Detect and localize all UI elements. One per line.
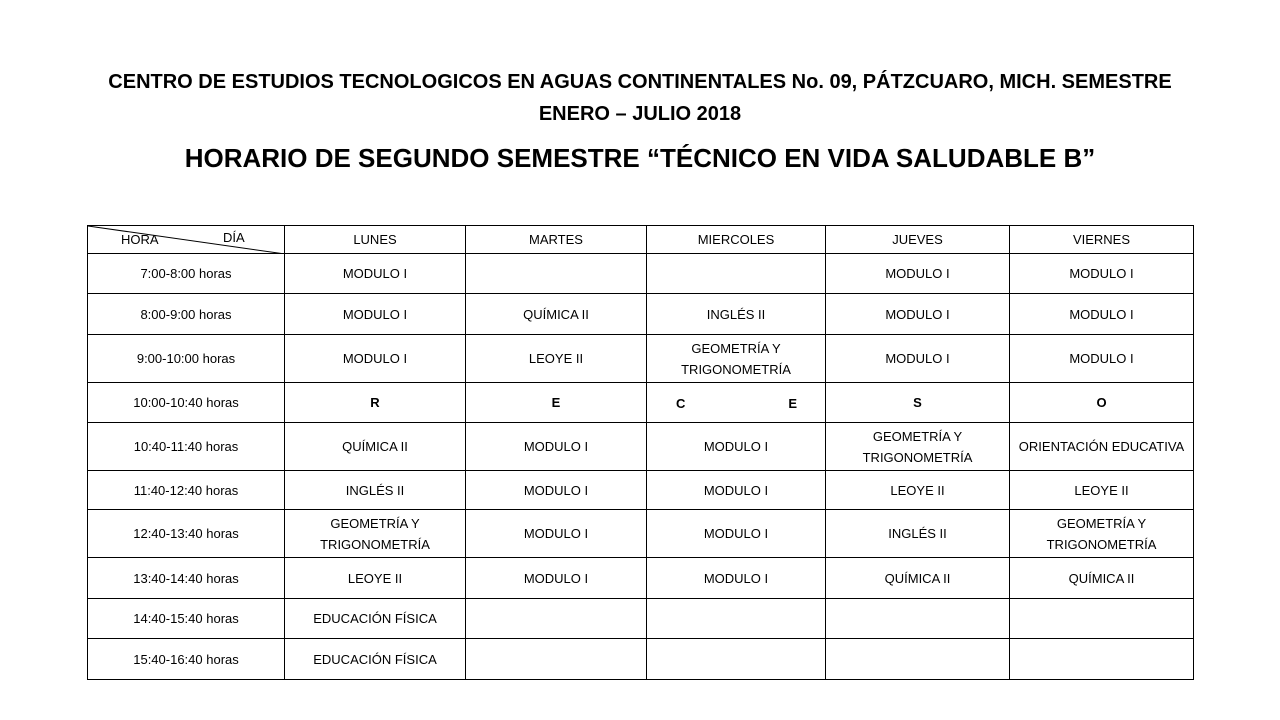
recess-row xyxy=(88,383,1194,423)
class-cell xyxy=(1010,639,1194,680)
hour-cell: 8:00-9:00 horas xyxy=(88,294,285,335)
corner-dia-label: DÍA xyxy=(223,230,245,245)
hour-cell: 10:40-11:40 horas xyxy=(88,423,285,471)
class-cell: MODULO I xyxy=(1010,294,1194,335)
class-cell: GEOMETRÍA Y TRIGONOMETRÍA xyxy=(647,335,826,383)
class-cell xyxy=(1010,599,1194,639)
class-cell: MODULO I xyxy=(466,558,647,599)
hour-cell: 14:40-15:40 horas xyxy=(88,599,285,639)
class-cell xyxy=(466,254,647,294)
hour-cell: 10:00-10:40 horas xyxy=(88,383,285,423)
class-cell xyxy=(466,639,647,680)
day-header-viernes: VIERNES xyxy=(1010,226,1194,254)
class-cell: MODULO I xyxy=(647,510,826,558)
recess-letter: S xyxy=(826,383,1010,423)
class-cell: INGLÉS II xyxy=(826,510,1010,558)
class-cell: MODULO I xyxy=(647,558,826,599)
table-row xyxy=(88,294,1194,335)
table-row xyxy=(88,599,1194,639)
hour-cell: 7:00-8:00 horas xyxy=(88,254,285,294)
document-header xyxy=(0,66,1280,130)
class-cell: MODULO I xyxy=(647,423,826,471)
class-cell: EDUCACIÓN FÍSICA xyxy=(285,639,466,680)
table-row xyxy=(88,558,1194,599)
day-header-lunes: LUNES xyxy=(285,226,466,254)
class-cell: MODULO I xyxy=(1010,254,1194,294)
class-cell: MODULO I xyxy=(466,423,647,471)
class-cell xyxy=(826,639,1010,680)
recess-letter: C xyxy=(676,396,686,411)
table-row xyxy=(88,471,1194,510)
hour-cell: 12:40-13:40 horas xyxy=(88,510,285,558)
table-row xyxy=(88,639,1194,680)
table-row xyxy=(88,510,1194,558)
table-row xyxy=(88,335,1194,383)
class-cell xyxy=(647,639,826,680)
class-cell: GEOMETRÍA Y TRIGONOMETRÍA xyxy=(285,510,466,558)
hour-cell: 11:40-12:40 horas xyxy=(88,471,285,510)
class-cell: MODULO I xyxy=(285,335,466,383)
class-cell: LEOYE II xyxy=(826,471,1010,510)
class-cell: LEOYE II xyxy=(285,558,466,599)
class-cell xyxy=(647,254,826,294)
recess-letter: O xyxy=(1010,383,1194,423)
class-cell xyxy=(647,599,826,639)
day-header-miercoles: MIERCOLES xyxy=(647,226,826,254)
class-cell: INGLÉS II xyxy=(285,471,466,510)
class-cell: ORIENTACIÓN EDUCATIVA xyxy=(1010,423,1194,471)
class-cell: MODULO I xyxy=(466,471,647,510)
class-cell: EDUCACIÓN FÍSICA xyxy=(285,599,466,639)
class-cell: MODULO I xyxy=(285,294,466,335)
class-cell: QUÍMICA II xyxy=(285,423,466,471)
recess-letter: R xyxy=(285,383,466,423)
class-cell: MODULO I xyxy=(1010,335,1194,383)
corner-cell xyxy=(88,226,285,254)
table-row xyxy=(88,423,1194,471)
class-cell xyxy=(466,599,647,639)
class-cell: GEOMETRÍA Y TRIGONOMETRÍA xyxy=(826,423,1010,471)
class-cell: INGLÉS II xyxy=(647,294,826,335)
class-cell: QUÍMICA II xyxy=(826,558,1010,599)
recess-letter: E xyxy=(788,396,797,411)
hour-cell: 13:40-14:40 horas xyxy=(88,558,285,599)
table-row xyxy=(88,254,1194,294)
class-cell: MODULO I xyxy=(647,471,826,510)
schedule-table xyxy=(87,225,1194,680)
class-cell: MODULO I xyxy=(466,510,647,558)
institution-heading: CENTRO DE ESTUDIOS TECNOLOGICOS EN AGUAS CONTINENTALES No. 09, PÁTZCUARO, MICH. SEMESTRE ENERO – JULIO 2018 xyxy=(108,71,1172,125)
class-cell: QUÍMICA II xyxy=(1010,558,1194,599)
class-cell: LEOYE II xyxy=(1010,471,1194,510)
day-header-martes: MARTES xyxy=(466,226,647,254)
hour-cell: 9:00-10:00 horas xyxy=(88,335,285,383)
class-cell: MODULO I xyxy=(285,254,466,294)
day-header-jueves: JUEVES xyxy=(826,226,1010,254)
corner-hora-label: HORA xyxy=(121,232,159,247)
class-cell: GEOMETRÍA Y TRIGONOMETRÍA xyxy=(1010,510,1194,558)
table-header-row xyxy=(88,226,1194,254)
class-cell: LEOYE II xyxy=(466,335,647,383)
class-cell xyxy=(826,599,1010,639)
diagonal-divider xyxy=(88,226,285,254)
hour-cell: 15:40-16:40 horas xyxy=(88,639,285,680)
class-cell: QUÍMICA II xyxy=(466,294,647,335)
recess-letter: E xyxy=(466,383,647,423)
recess-letter-pair xyxy=(647,383,826,423)
class-cell: MODULO I xyxy=(826,294,1010,335)
class-cell: MODULO I xyxy=(826,335,1010,383)
class-cell: MODULO I xyxy=(826,254,1010,294)
schedule-title: HORARIO DE SEGUNDO SEMESTRE “TÉCNICO EN VIDA SALUDABLE B” xyxy=(184,143,1096,173)
